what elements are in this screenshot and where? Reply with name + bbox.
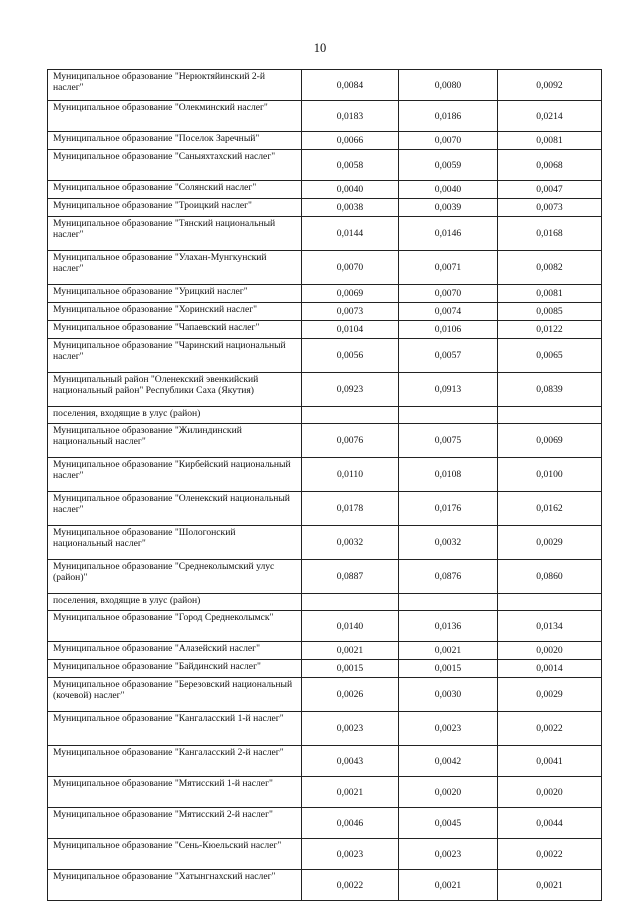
table-row: [48, 678, 602, 712]
value-cell-col3: 0,0029: [498, 678, 602, 712]
value-cell-col3: [498, 407, 602, 424]
value-cell-col3: 0,0020: [498, 777, 602, 808]
table-row: [48, 808, 602, 839]
value-cell-col1: 0,0032: [302, 526, 399, 560]
value-cell-col2: 0,0059: [399, 150, 498, 181]
value-cell-col2: 0,0136: [399, 611, 498, 642]
value-cell-col1: 0,0023: [302, 712, 399, 746]
value-cell-col3: 0,0022: [498, 839, 602, 870]
value-cell-col1: 0,0038: [302, 199, 399, 217]
value-cell-col1: 0,0046: [302, 808, 399, 839]
municipality-name-cell: Муниципальное образование "Улахан-Мунгкунский наслег": [48, 251, 302, 285]
page-number: 10: [313, 41, 327, 55]
value-cell-col2: 0,0070: [399, 285, 498, 303]
municipality-name-cell: Муниципальное образование "Урицкий наслег": [48, 285, 302, 303]
value-cell-col2: 0,0042: [399, 746, 498, 777]
municipality-name-cell: Муниципальное образование "Хоринский наслег": [48, 303, 302, 321]
table-row: [48, 101, 602, 132]
municipality-name-cell: Муниципальное образование "Олекминский наслег": [48, 101, 302, 132]
municipality-name-cell: поселения, входящие в улус (район): [48, 594, 302, 611]
table-row: [48, 560, 602, 594]
table-row: [48, 594, 602, 611]
value-cell-col1: 0,0070: [302, 251, 399, 285]
value-cell-col2: 0,0015: [399, 660, 498, 678]
value-cell-col2: 0,0021: [399, 642, 498, 660]
value-cell-col1: 0,0026: [302, 678, 399, 712]
value-cell-col1: 0,0073: [302, 303, 399, 321]
value-cell-col1: 0,0140: [302, 611, 399, 642]
municipality-name-cell: поселения, входящие в улус (район): [48, 407, 302, 424]
value-cell-col1: 0,0015: [302, 660, 399, 678]
value-cell-col2: 0,0074: [399, 303, 498, 321]
value-cell-col3: 0,0047: [498, 181, 602, 199]
value-cell-col2: 0,0040: [399, 181, 498, 199]
value-cell-col2: 0,0045: [399, 808, 498, 839]
municipality-name-cell: Муниципальное образование "Кангаласский 1-й наслег": [48, 712, 302, 746]
value-cell-col2: 0,0876: [399, 560, 498, 594]
value-cell-col2: 0,0057: [399, 339, 498, 373]
value-cell-col2: 0,0070: [399, 132, 498, 150]
value-cell-col3: 0,0044: [498, 808, 602, 839]
municipality-name-cell: Муниципальное образование "Алазейский наслег": [48, 642, 302, 660]
value-cell-col1: 0,0144: [302, 217, 399, 251]
table-row: [48, 217, 602, 251]
value-cell-col1: 0,0021: [302, 642, 399, 660]
table-row: [48, 321, 602, 339]
table-row: [48, 303, 602, 321]
value-cell-col2: [399, 407, 498, 424]
value-cell-col3: [498, 594, 602, 611]
value-cell-col1: 0,0923: [302, 373, 399, 407]
value-cell-col1: 0,0043: [302, 746, 399, 777]
value-cell-col2: 0,0030: [399, 678, 498, 712]
value-cell-col2: 0,0186: [399, 101, 498, 132]
table-row: [48, 199, 602, 217]
value-cell-col1: 0,0110: [302, 458, 399, 492]
municipality-name-cell: Муниципальное образование "Байдинский наслег": [48, 660, 302, 678]
table-row: [48, 251, 602, 285]
table-row: [48, 660, 602, 678]
value-cell-col3: 0,0122: [498, 321, 602, 339]
value-cell-col2: 0,0108: [399, 458, 498, 492]
value-cell-col2: 0,0913: [399, 373, 498, 407]
municipality-name-cell: Муниципальное образование "Чапаевский наслег": [48, 321, 302, 339]
table-row: [48, 285, 602, 303]
value-cell-col2: 0,0075: [399, 424, 498, 458]
value-cell-col1: 0,0183: [302, 101, 399, 132]
value-cell-col3: 0,0021: [498, 870, 602, 901]
table-row: [48, 611, 602, 642]
table-row: [48, 777, 602, 808]
table-row: [48, 712, 602, 746]
table-row: [48, 132, 602, 150]
value-cell-col2: [399, 594, 498, 611]
value-cell-col3: 0,0029: [498, 526, 602, 560]
value-cell-col2: 0,0020: [399, 777, 498, 808]
value-cell-col3: 0,0014: [498, 660, 602, 678]
value-cell-col2: 0,0176: [399, 492, 498, 526]
municipality-name-cell: Муниципальное образование "Чаринский национальный наслег": [48, 339, 302, 373]
municipality-name-cell: Муниципальное образование "Саныяхтахский наслег": [48, 150, 302, 181]
value-cell-col1: 0,0076: [302, 424, 399, 458]
value-cell-col1: 0,0021: [302, 777, 399, 808]
table-row: [48, 458, 602, 492]
municipality-name-cell: Муниципальное образование "Город Среднеколымск": [48, 611, 302, 642]
value-cell-col1: 0,0040: [302, 181, 399, 199]
value-cell-col1: 0,0056: [302, 339, 399, 373]
value-cell-col2: 0,0071: [399, 251, 498, 285]
municipality-name-cell: Муниципальное образование "Солянский наслег": [48, 181, 302, 199]
value-cell-col1: 0,0178: [302, 492, 399, 526]
value-cell-col3: 0,0069: [498, 424, 602, 458]
value-cell-col1: 0,0022: [302, 870, 399, 901]
table-row: [48, 642, 602, 660]
value-cell-col1: 0,0023: [302, 839, 399, 870]
value-cell-col3: 0,0100: [498, 458, 602, 492]
value-cell-col3: 0,0085: [498, 303, 602, 321]
value-cell-col1: 0,0066: [302, 132, 399, 150]
value-cell-col1: [302, 594, 399, 611]
value-cell-col3: 0,0168: [498, 217, 602, 251]
value-cell-col1: [302, 407, 399, 424]
table-row: [48, 492, 602, 526]
value-cell-col3: 0,0839: [498, 373, 602, 407]
table-row: [48, 839, 602, 870]
municipality-name-cell: Муниципальное образование "Жилиндинский национальный наслег": [48, 424, 302, 458]
value-cell-col3: 0,0041: [498, 746, 602, 777]
value-cell-col1: 0,0084: [302, 70, 399, 101]
municipality-name-cell: Муниципальное образование "Шологонский национальный наслег": [48, 526, 302, 560]
table-row: [48, 526, 602, 560]
value-cell-col2: 0,0021: [399, 870, 498, 901]
value-cell-col2: 0,0032: [399, 526, 498, 560]
municipality-name-cell: Муниципальное образование "Мятисский 2-й наслег": [48, 808, 302, 839]
table-row: [48, 150, 602, 181]
table-row: [48, 339, 602, 373]
value-cell-col3: 0,0092: [498, 70, 602, 101]
value-cell-col2: 0,0106: [399, 321, 498, 339]
value-cell-col1: 0,0058: [302, 150, 399, 181]
table-row: [48, 70, 602, 101]
municipality-name-cell: Муниципальное образование "Среднеколымский улус (район)": [48, 560, 302, 594]
value-cell-col1: 0,0069: [302, 285, 399, 303]
municipality-name-cell: Муниципальный район "Оленекский эвенкийский национальный район" Республики Саха (Якутия): [48, 373, 302, 407]
value-cell-col3: 0,0020: [498, 642, 602, 660]
value-cell-col1: 0,0104: [302, 321, 399, 339]
municipality-name-cell: Муниципальное образование "Нерюктяйинский 2-й наслег": [48, 70, 302, 101]
table-row: [48, 870, 602, 901]
value-cell-col3: 0,0162: [498, 492, 602, 526]
municipal-coefficients-table: [47, 69, 602, 901]
municipality-name-cell: Муниципальное образование "Мятисский 1-й наслег": [48, 777, 302, 808]
value-cell-col3: 0,0081: [498, 132, 602, 150]
municipality-name-cell: Муниципальное образование "Поселок Заречный": [48, 132, 302, 150]
table-row: [48, 424, 602, 458]
municipality-name-cell: Муниципальное образование "Троицкий наслег": [48, 199, 302, 217]
value-cell-col2: 0,0023: [399, 712, 498, 746]
table-row: [48, 373, 602, 407]
value-cell-col2: 0,0039: [399, 199, 498, 217]
value-cell-col3: 0,0068: [498, 150, 602, 181]
municipality-name-cell: Муниципальное образование "Березовский национальный (кочевой) наслег": [48, 678, 302, 712]
value-cell-col2: 0,0080: [399, 70, 498, 101]
municipality-name-cell: Муниципальное образование "Оленекский национальный наслег": [48, 492, 302, 526]
value-cell-col3: 0,0860: [498, 560, 602, 594]
value-cell-col2: 0,0146: [399, 217, 498, 251]
municipality-name-cell: Муниципальное образование "Кангаласский 2-й наслег": [48, 746, 302, 777]
value-cell-col3: 0,0065: [498, 339, 602, 373]
value-cell-col1: 0,0887: [302, 560, 399, 594]
municipality-name-cell: Муниципальное образование "Сень-Кюельский наслег": [48, 839, 302, 870]
municipality-name-cell: Муниципальное образование "Тянский национальный наслег": [48, 217, 302, 251]
municipality-name-cell: Муниципальное образование "Кирбейский национальный наслег": [48, 458, 302, 492]
table-row: [48, 407, 602, 424]
value-cell-col3: 0,0134: [498, 611, 602, 642]
table-row: [48, 181, 602, 199]
value-cell-col3: 0,0214: [498, 101, 602, 132]
table-row: [48, 746, 602, 777]
value-cell-col3: 0,0073: [498, 199, 602, 217]
value-cell-col3: 0,0081: [498, 285, 602, 303]
value-cell-col3: 0,0022: [498, 712, 602, 746]
value-cell-col3: 0,0082: [498, 251, 602, 285]
value-cell-col2: 0,0023: [399, 839, 498, 870]
municipality-name-cell: Муниципальное образование "Хатынгнахский наслег": [48, 870, 302, 901]
table-body: [48, 70, 602, 901]
